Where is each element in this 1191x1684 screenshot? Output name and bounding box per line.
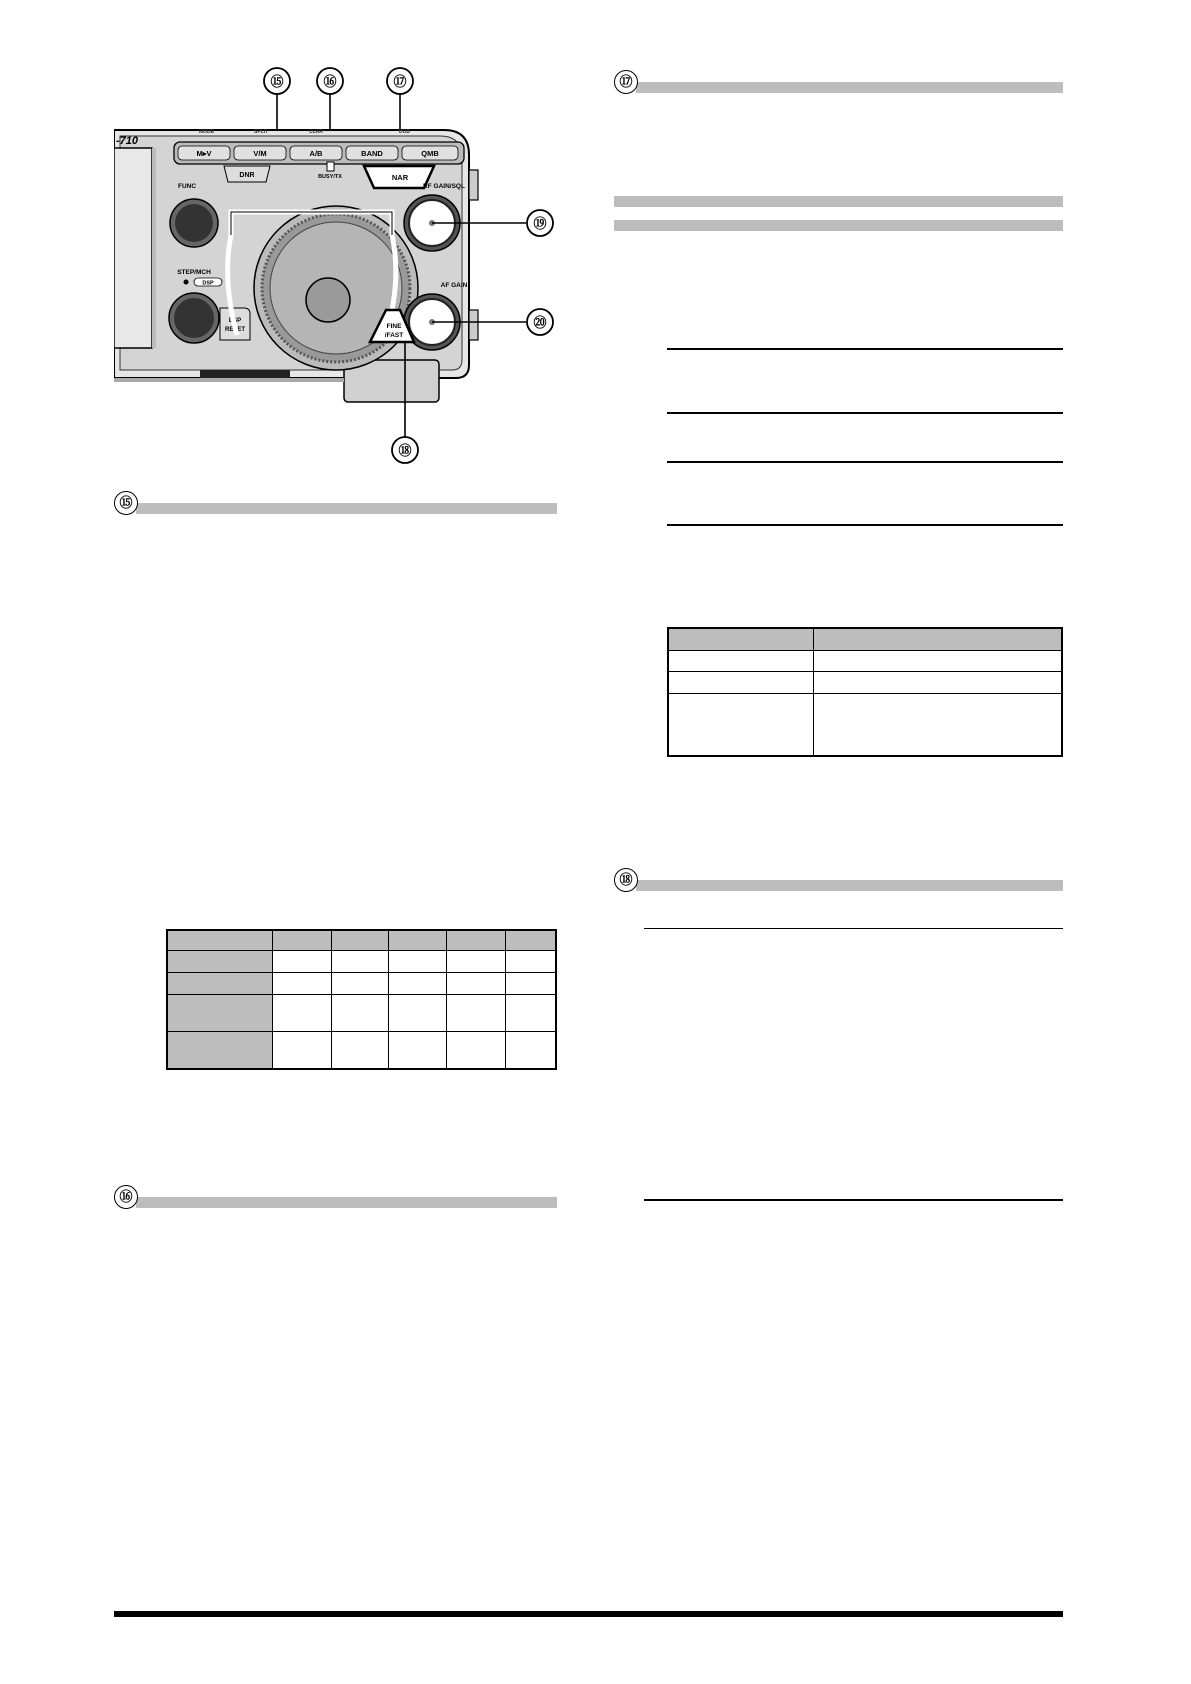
callout-19-label: ⑲: [533, 216, 547, 231]
rule-1: [667, 348, 1063, 350]
qmb-button-label: QMB: [421, 149, 439, 158]
callout-15-label: ⑮: [270, 74, 284, 89]
fine-fast-label-1: FINE: [386, 323, 402, 330]
callout-16-label: ⑯: [323, 74, 337, 89]
rf-gain-label: RF GAIN/SQL: [423, 183, 465, 190]
callout-20-label: ⑳: [533, 315, 547, 330]
section-16-number: ⑯: [114, 1185, 138, 1209]
dsp-label: DSP: [202, 280, 214, 287]
top-label-clar: CLAR: [309, 129, 323, 135]
section-18-heading: [614, 868, 1063, 894]
rule-6: [644, 1199, 1063, 1201]
dsp-reset-label-1: DSP: [228, 318, 242, 324]
af-gain-label: AF GAIN: [440, 282, 468, 289]
section-15-heading: [114, 491, 557, 517]
section-18-number: ⑱: [614, 868, 638, 892]
section-16-heading: [114, 1185, 557, 1211]
section-15-bar: [136, 503, 557, 514]
nar-button-label: NAR: [391, 173, 409, 182]
section-15-number: ⑮: [114, 491, 138, 515]
mv-button-label: M▸V: [196, 149, 212, 158]
top-label-dub: DUB: [399, 129, 410, 135]
rule-3: [667, 461, 1063, 463]
rule-4: [667, 524, 1063, 526]
model-text: -710: [116, 135, 139, 147]
dnr-button-label: DNR: [239, 172, 255, 179]
ab-button-label: A/B: [309, 149, 323, 158]
finger-dimple: [306, 278, 350, 322]
subsection-bar-1: [614, 196, 1063, 207]
rule-2: [667, 412, 1063, 414]
rule-5: [644, 928, 1063, 929]
radio-front-panel-figure: [114, 60, 564, 470]
step-mch-knob[interactable]: [169, 293, 219, 343]
band-button-label: BAND: [361, 149, 383, 158]
section-17-bar: [636, 82, 1063, 93]
radio-front-panel-drawing: [114, 60, 564, 470]
func-knob[interactable]: [170, 199, 218, 247]
section-18-bar: [636, 880, 1063, 891]
section-15-table: [166, 929, 557, 1070]
step-mch-label: STEP/MCH: [177, 269, 211, 276]
top-label-split: SPLIT: [254, 129, 269, 135]
busy-tx-led: [327, 162, 334, 171]
vm-button-label: V/M: [253, 149, 267, 158]
section-17-number: ⑰: [614, 70, 638, 94]
busy-tx-label: BUSY/TX: [318, 174, 342, 180]
callout-18-label: ⑱: [398, 443, 412, 458]
subsection-bar-2: [614, 220, 1063, 231]
top-label-mode: MODE: [199, 129, 214, 135]
fine-fast-label-2: /FAST: [384, 332, 404, 339]
dsp-reset-label-2: RESET: [224, 327, 246, 333]
footer-rule: [114, 1611, 1063, 1617]
callout-17-label: ⑰: [393, 74, 407, 89]
section-16-bar: [136, 1197, 557, 1208]
lcd-display: [114, 148, 152, 348]
section-17-table: [667, 627, 1063, 757]
func-label: FUNC: [177, 183, 197, 190]
section-17-heading: [614, 70, 1063, 96]
